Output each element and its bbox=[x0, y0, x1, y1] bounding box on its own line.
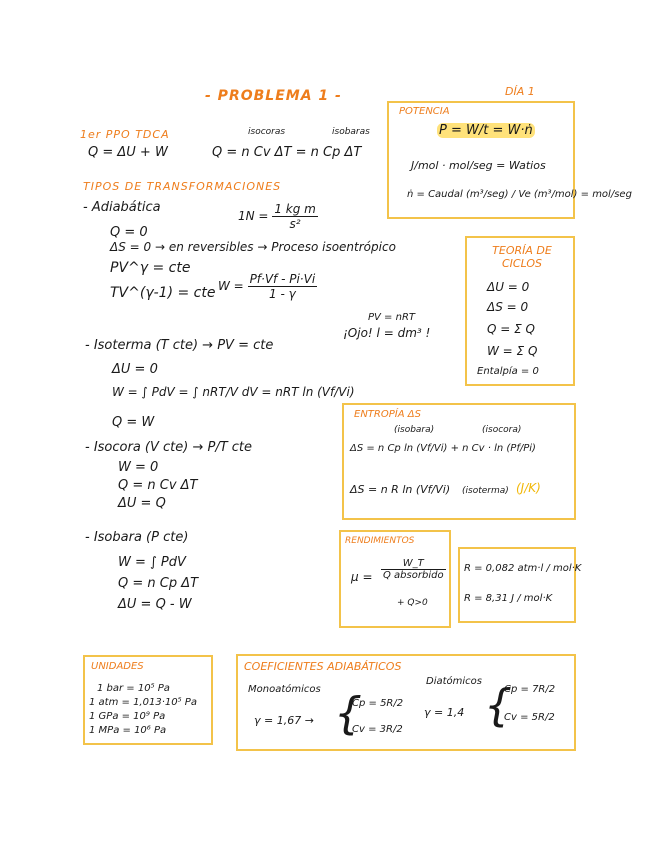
ideal-gas-law: PV = nRT bbox=[368, 312, 416, 323]
cycles-item: Q = Σ Q bbox=[487, 322, 535, 336]
cycles-item: W = Σ Q bbox=[487, 344, 538, 358]
units-box bbox=[83, 655, 213, 745]
units-item: 1 GPa = 10⁹ Pa bbox=[89, 711, 166, 722]
efficiency-mu: μ = bbox=[351, 570, 373, 584]
monoatomic-label: Monoatómicos bbox=[248, 684, 321, 695]
isobaras-label: isobaras bbox=[332, 127, 370, 137]
entropy-box bbox=[342, 403, 576, 520]
cycles-item: ΔS = 0 bbox=[487, 300, 529, 314]
molar-flow: ṅ = Caudal (m³/seg) / Ve (m³/mol) = mol/seg bbox=[407, 189, 632, 200]
gas-constant-1: R = 0,082 atm·l / mol·K bbox=[464, 563, 582, 574]
work-lhs: W = bbox=[218, 279, 244, 293]
page-title: - PROBLEMA 1 - bbox=[205, 88, 342, 104]
power-heading: POTENCIA bbox=[399, 106, 450, 117]
unit-note: ¡Ojo! l = dm³ ! bbox=[343, 326, 431, 340]
isobaric-du: ΔU = Q - W bbox=[118, 597, 192, 612]
gamma-monoatomic: γ = 1,67 → bbox=[254, 714, 314, 727]
gas-constant-2: R = 8,31 J / mol·K bbox=[464, 593, 553, 604]
isobaric-heading: - Isobara (P cte) bbox=[85, 530, 189, 545]
coefficients-heading: COEFICIENTES ADIABÁTICOS bbox=[244, 660, 402, 673]
first-law-heading: 1er PPO TDCA bbox=[80, 128, 170, 141]
gas-constant-box bbox=[458, 547, 582, 623]
diatomic-label: Diatómicos bbox=[426, 676, 482, 687]
isochoric-du: ΔU = Q bbox=[118, 496, 166, 511]
units-heading: UNIDADES bbox=[91, 661, 144, 672]
efficiency-note: + Q>0 bbox=[397, 598, 428, 608]
newton-lhs: 1N = bbox=[238, 209, 269, 223]
isothermal-du: ΔU = 0 bbox=[112, 362, 158, 377]
units-item: 1 atm = 1,013·10⁵ Pa bbox=[89, 697, 197, 708]
power-box bbox=[387, 101, 632, 219]
isobaric-q: Q = n Cp ΔT bbox=[118, 576, 199, 591]
isothermal-heading: - Isoterma (T cte) → PV = cte bbox=[85, 338, 274, 353]
efficiency-box bbox=[339, 530, 451, 628]
newton-conversion bbox=[238, 202, 318, 231]
brace-icon: { bbox=[334, 688, 362, 739]
adiabatic-pv: PV^γ = cte bbox=[110, 260, 191, 276]
units-item: 1 MPa = 10⁶ Pa bbox=[89, 725, 167, 736]
adiabatic-heading: - Adiabática bbox=[83, 200, 161, 215]
isoterma-label: (isoterma) bbox=[462, 486, 509, 496]
efficiency-num: W_T bbox=[381, 558, 446, 570]
efficiency-fraction bbox=[381, 558, 446, 581]
work-num: Pf·Vf - Pi·Vi bbox=[249, 272, 316, 286]
isochoric-heading: - Isocora (V cte) → P/T cte bbox=[85, 440, 253, 455]
newton-den: s² bbox=[289, 217, 301, 231]
day-label: DÍA 1 bbox=[505, 85, 535, 98]
efficiency-den: Q absorbido bbox=[383, 570, 444, 581]
entropy-heading: ENTROPÍA ΔS bbox=[354, 409, 421, 420]
adiabatic-entropy: ΔS = 0 → en reversibles → Proceso isoentrópico bbox=[110, 240, 396, 254]
work-den: 1 - γ bbox=[269, 287, 296, 301]
power-units: J/mol · mol/seg = Watios bbox=[411, 159, 546, 172]
entropy-isothermal: ΔS = n R ln (Vf/Vi) bbox=[350, 483, 451, 496]
gamma-diatomic: γ = 1,4 bbox=[424, 706, 465, 719]
cv-monoatomic: Cv = 3R/2 bbox=[352, 724, 403, 735]
isothermal-work: W = ∫ PdV = ∫ nRT/V dV = nRT ln (Vf/Vi) bbox=[112, 385, 355, 399]
units-item: 1 bar = 10⁵ Pa bbox=[97, 683, 170, 694]
isocora-label: (isocora) bbox=[482, 425, 522, 435]
newton-num: 1 kg m bbox=[274, 202, 316, 216]
cycles-item: Entalpía = 0 bbox=[477, 366, 539, 377]
entropy-unit: (J/K) bbox=[516, 481, 541, 495]
cycles-heading: TEORÍA DE CICLOS bbox=[492, 244, 552, 270]
cycles-box bbox=[465, 236, 575, 386]
isochoric-q: Q = n Cv ΔT bbox=[118, 478, 198, 493]
adiabatic-coefficients-box bbox=[236, 654, 576, 751]
cp-monoatomic: Cp = 5R/2 bbox=[352, 698, 404, 709]
cv-diatomic: Cv = 5R/2 bbox=[504, 712, 555, 723]
isobaric-w: W = ∫ PdV bbox=[118, 555, 186, 570]
transformations-heading: TIPOS DE TRANSFORMACIONES bbox=[83, 180, 282, 193]
entropy-equation: ΔS = n Cp ln (Vf/Vi) + n Cv · ln (Pf/Pi) bbox=[350, 443, 536, 454]
isochoric-w: W = 0 bbox=[118, 460, 159, 475]
power-equation bbox=[437, 123, 535, 138]
isobara-label: (isobara) bbox=[394, 425, 435, 435]
isocoras-label: isocoras bbox=[248, 127, 286, 137]
isothermal-qw: Q = W bbox=[112, 415, 155, 430]
first-law-equation: Q = ΔU + W bbox=[88, 145, 168, 160]
adiabatic-tv: TV^(γ-1) = cte bbox=[110, 285, 216, 301]
heat-equation: Q = n Cv ΔT = n Cp ΔT bbox=[212, 145, 362, 160]
efficiency-heading: RENDIMIENTOS bbox=[345, 536, 415, 546]
power-formula: P = W/t = W·ṅ bbox=[439, 123, 533, 138]
adiabatic-work bbox=[218, 272, 317, 301]
brace-icon: { bbox=[484, 680, 512, 731]
cp-diatomic: Cp = 7R/2 bbox=[504, 684, 556, 695]
cycles-item: ΔU = 0 bbox=[487, 280, 530, 294]
adiabatic-q: Q = 0 bbox=[110, 225, 148, 240]
